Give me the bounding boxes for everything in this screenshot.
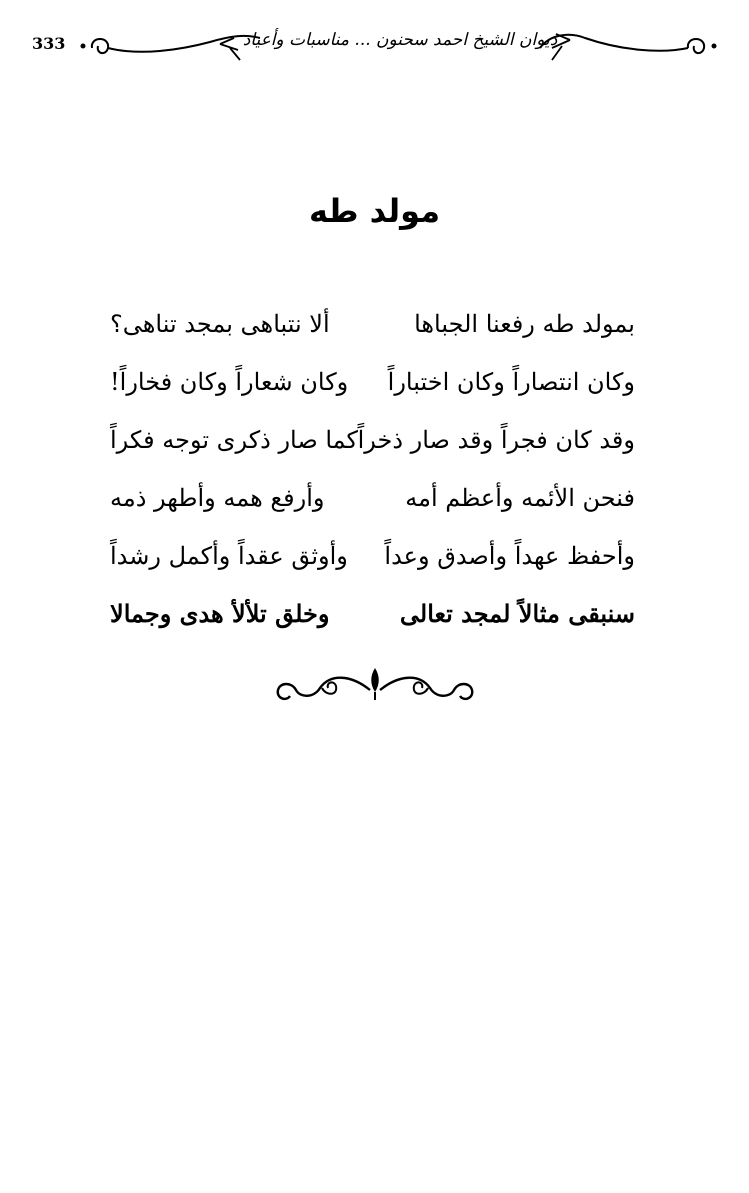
verse-first-hemistich: فنحن الأئمه وأعظم أمه: [405, 484, 635, 512]
end-flourish-ornament-icon: [270, 660, 480, 710]
verse-second-hemistich: وأوثق عقداً وأكمل رشداً: [110, 542, 348, 570]
verse-second-hemistich: ألا نتباهى بمجد تناهى؟: [110, 310, 330, 338]
verse-row: [110, 594, 635, 652]
verse-row: [110, 304, 635, 362]
verse-first-hemistich: وأحفظ عهداً وأصدق وعداً: [384, 542, 635, 570]
verse-first-hemistich: سنبقى مثالاً لمجد تعالى: [399, 599, 635, 628]
verse-second-hemistich: وكان شعاراً وكان فخاراً!: [110, 368, 349, 396]
verse-row: [110, 420, 635, 478]
page-number: 333: [32, 34, 66, 53]
verse-first-hemistich: وكان انتصاراً وكان اختباراً: [387, 368, 635, 396]
verse-first-hemistich: وقد كان فجراً وقد صار ذخراً: [357, 426, 635, 454]
verse-second-hemistich: وأرفع همه وأطهر ذمه: [110, 484, 325, 512]
poem-body: [110, 304, 635, 652]
verse-second-hemistich: كما صار ذكرى توجه فكراً: [110, 426, 358, 454]
header-flourish-right-icon: [530, 24, 720, 68]
verse-second-hemistich: وخلق تلألأ هدى وجمالا: [110, 599, 330, 628]
verse-row: [110, 536, 635, 594]
verse-row: [110, 478, 635, 536]
page-header: [30, 24, 720, 68]
verse-first-hemistich: بمولد طه رفعنا الجباها: [414, 310, 635, 338]
poem-title: مولد طه: [308, 192, 441, 230]
running-title: ديوان الشيخ احمد سحنون ... مناسبات وأعياد: [242, 30, 558, 50]
verse-row: [110, 362, 635, 420]
